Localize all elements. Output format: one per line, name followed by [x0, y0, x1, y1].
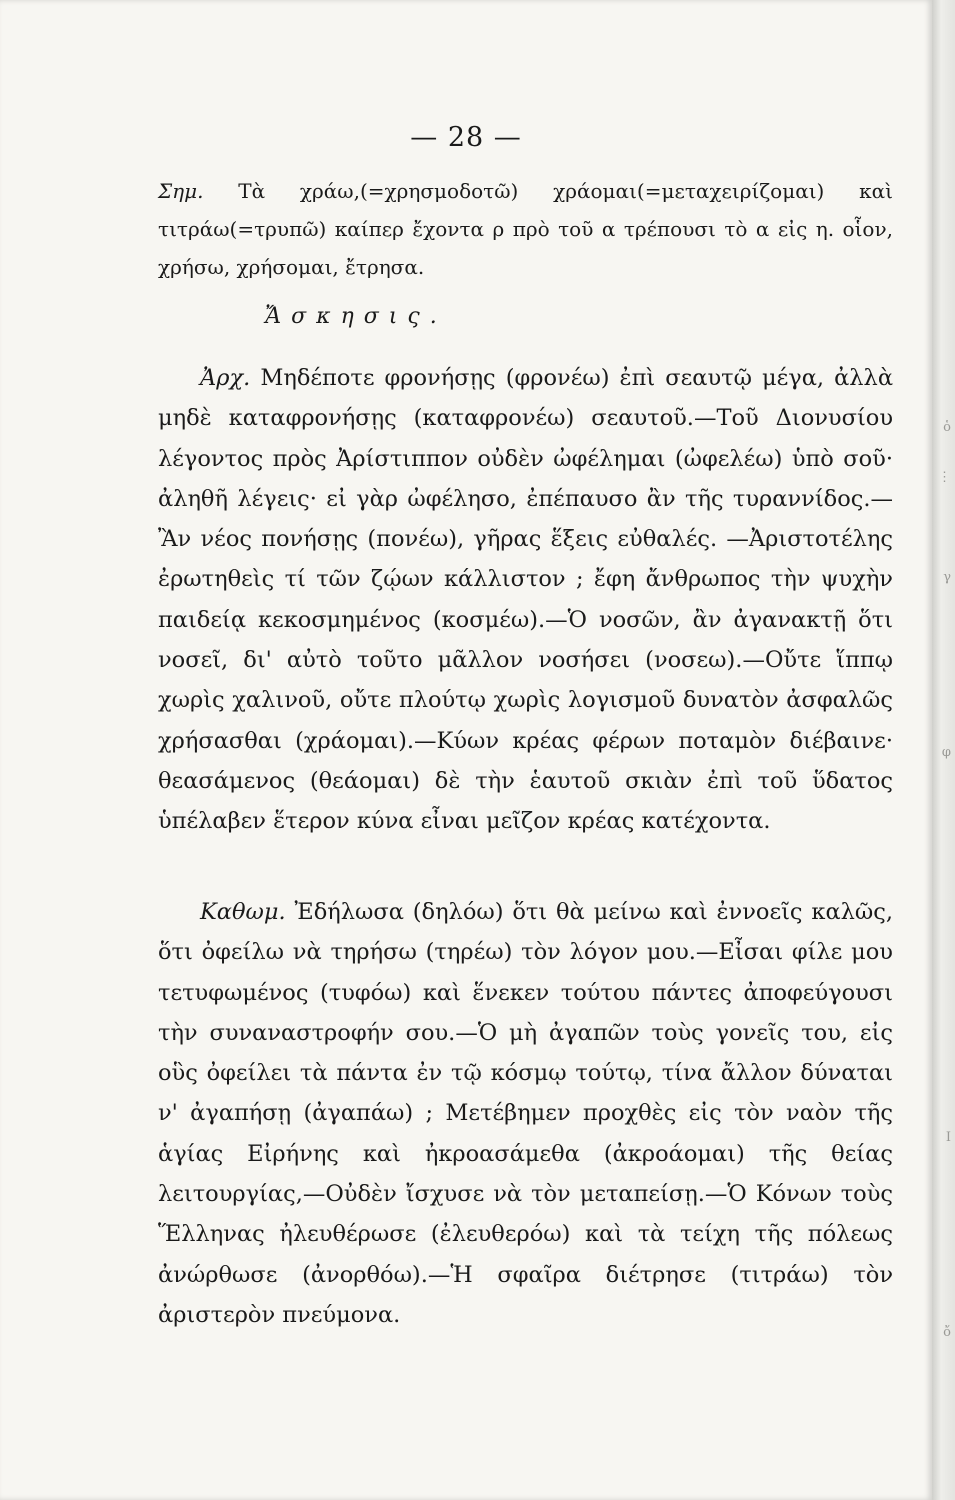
edge-mark: φ: [941, 745, 951, 760]
edge-mark: γ: [943, 570, 951, 585]
edge-mark: ὄ: [943, 1325, 951, 1340]
section-text-arch: Μηδέποτε φρονήσῃς (φρονέω) ἐπὶ σεαυτῷ μέγα, ἀλλὰ μηδὲ καταφρονήσῃς (καταφρονέω) σεαυτοῦ.—Τοῦ Διονυσίου λέγοντος πρὸς Ἀρίστιππον οὐδὲν ὠφέλημαι (ὠφελέω) ὑπὸ σοῦ· ἀληθῆ λέγεις· εἰ γὰρ ὠφέλησο, ἐπέπαυσο ἂν τῆς τυραννίδος.— Ἂν νέος πονήσῃς (πονέω), γῆρας ἕξεις εὐθαλές. —Ἀριστοτέλης ἐρωτηθεὶς τί τῶν ζῴων κάλλιστον ; ἔφη ἄνθρωπος τὴν ψυχὴν παιδείᾳ κεκοσμημένος (κοσμέω).—Ὁ νοσῶν, ἂν ἀγανακτῇ ὅτι νοσεῖ, δι' αὐτὸ τοῦτο μᾶλλον νοσήσει (νοσεω).—Οὔτε ἵππῳ χωρὶς χαλινοῦ, οὔτε πλούτῳ χωρὶς λογισμοῦ δυνατὸν ἀσφαλῶς χρήσασθαι (χράομαι).—Κύων κρέας φέρων ποταμὸν διέβαινε· θεασάμενος (θεάομαι) δὲ τὴν ἑαυτοῦ σκιὰν ἐπὶ τοῦ ὕδατος ὑπέλαβεν ἕτερον κύνα εἶναι μεῖζον κρέας κατέχοντα.: [158, 365, 894, 835]
edge-mark: ὁ: [943, 420, 951, 435]
exercise-heading: Ἄσκησις.: [265, 304, 447, 329]
section-label-arch: Ἀρχ.: [200, 365, 251, 391]
section-label-kathom: Καθωμ.: [200, 899, 286, 925]
edge-mark: I: [945, 1130, 951, 1145]
note-label: Σημ.: [158, 179, 204, 203]
exercise-section-modern: [158, 892, 893, 1335]
page-number: — 28 —: [410, 122, 522, 153]
exercise-section-ancient: [158, 358, 893, 842]
facing-page-edge: [932, 0, 955, 1500]
section-text-kathom: Ἐδήλωσα (δηλόω) ὅτι θὰ μείνω καὶ ἐννοεῖς καλῶς, ὅτι ὀφείλω νὰ τηρήσω (τηρέω) τὸν λόγον μου.—Εἶσαι φίλε μου τετυφωμένος (τυφόω) καὶ ἕνεκεν τούτου πάντες ἀποφεύγουσι τὴν συναναστροφήν σου.—Ὁ μὴ ἀγαπῶν τοὺς γονεῖς του, εἰς οὓς ὀφείλει τὰ πάντα ἐν τῷ κόσμῳ τούτῳ, τίνα ἄλλον δύναται ν' ἀγαπήσῃ (ἀγαπάω) ; Μετέβημεν προχθὲς εἰς τὸν ναὸν τῆς ἁγίας Εἰρήνης καὶ ἠκροασάμεθα (ἀκροάομαι) τῆς θείας λειτουργίας,—Οὐδὲν ἴσχυσε νὰ τὸν μεταπείσῃ.—Ὁ Κόνων τοὺς Ἕλληνας ἠλευθέρωσε (ἐλευθερόω) καὶ τὰ τείχη τῆς πόλεως ἀνώρθωσε (ἀνορθόω).—Ἡ σφαῖρα διέτρησε (τιτράω) τὸν ἀριστερὸν πνεύμονα.: [158, 899, 893, 1328]
edge-marks: [933, 0, 953, 1500]
grammar-note: [158, 172, 893, 286]
edge-mark: ⋮: [938, 470, 951, 485]
note-text: Τὰ χράω,(=χρησμοδοτῶ) χράομαι(=μεταχειρίζομαι) καὶ τιτράω(=τρυπῶ) καίπερ ἔχοντα ρ πρὸ τοῦ α τρέπουσι τὸ α εἰς η. οἷον, χρήσω, χρήσομαι, ἔτρησα.: [158, 179, 893, 279]
